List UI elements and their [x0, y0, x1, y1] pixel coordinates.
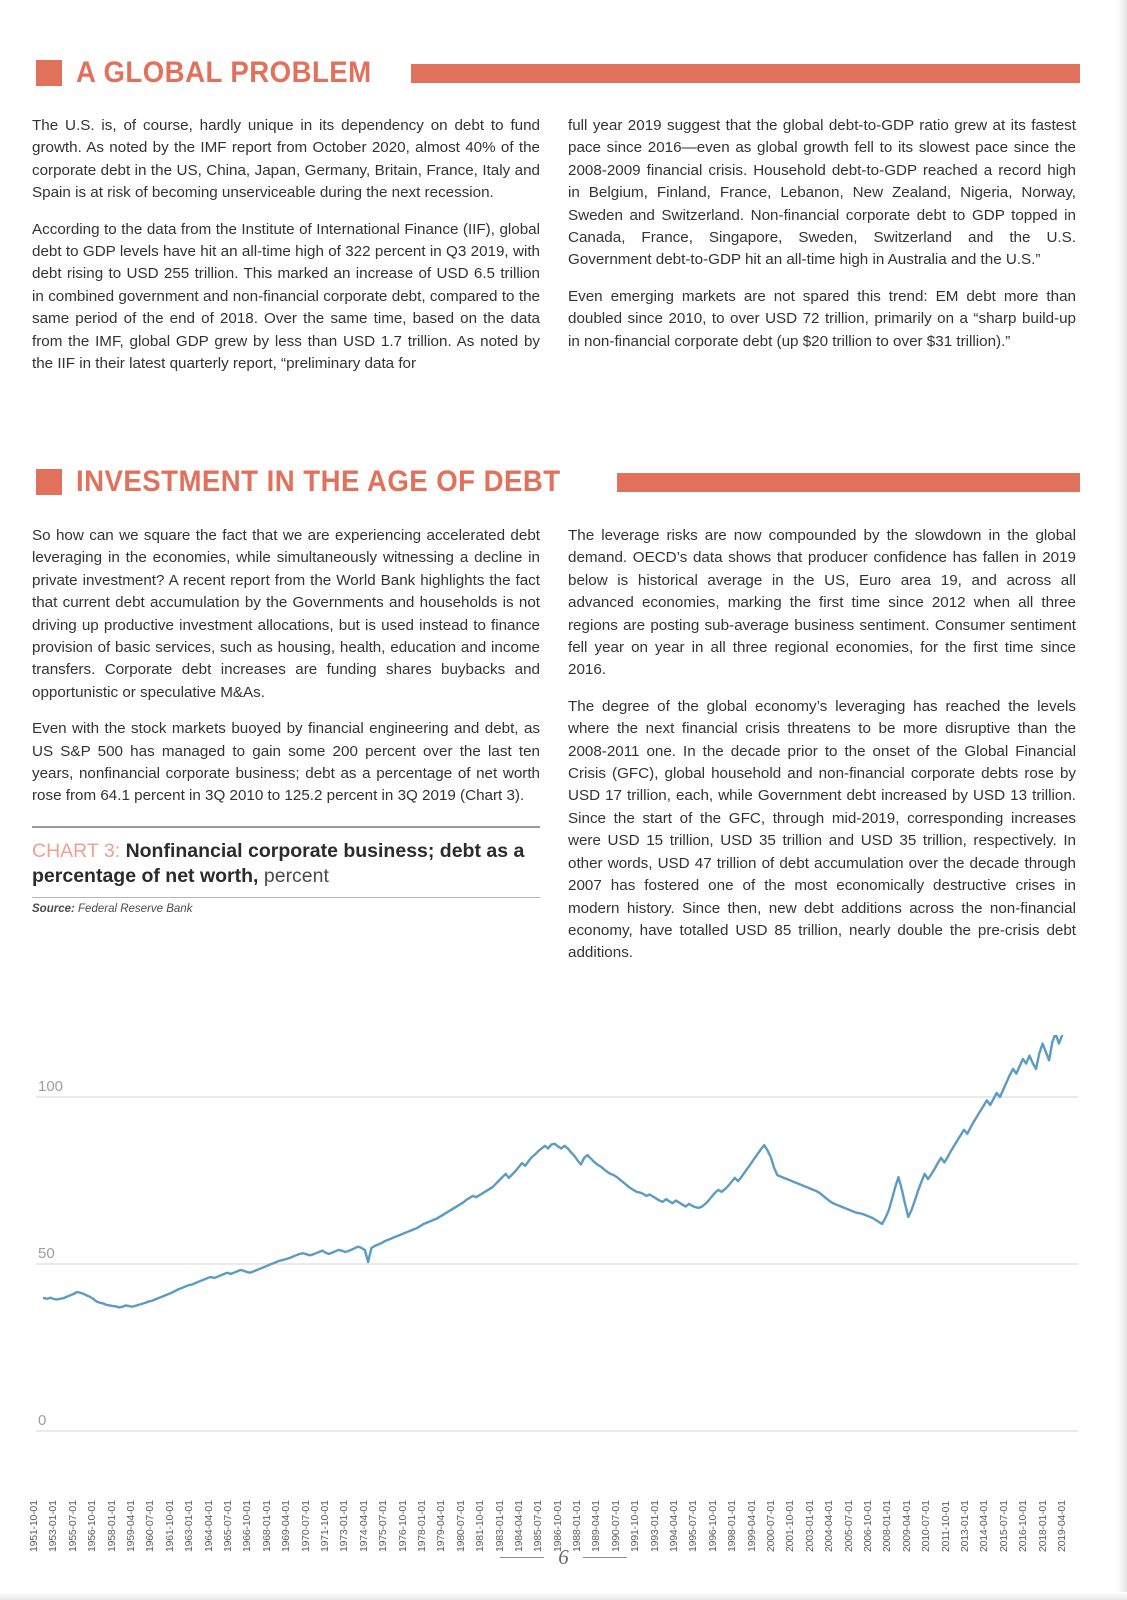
x-axis-tick-label: 1964-04-01: [202, 1500, 215, 1552]
paragraph: The leverage risks are now compounded by the slowdown in the global demand. OECD’s data shows that producer confidence has fallen in 2019 below is historical average in the US, Euro area 19, and across all advanced economies, marking the first time since 2012 when all three regions are posting sub-average business sentiment. Consumer sentiment fell year on year in all three regional economies, for the first time since 2016.: [568, 527, 1076, 679]
x-axis-tick-label: 1969-04-01: [280, 1500, 293, 1552]
paragraph: The U.S. is, of course, hardly unique in its dependency on debt to fund growth. As noted by the IMF report from October 2020, almost 40% of the corporate debt in the US, China, Japan, Germany, Britain, France, Italy and Spain is at risk of becoming unserviceable during the next recession.: [32, 117, 540, 202]
paragraph: Even emerging markets are not spared this trend: EM debt more than doubled since 2010, to over USD 72 trillion, primarily on a “sharp build-up in non-financial corporate debt (up $20 trillion to over $31 trillion).”: [568, 287, 1076, 350]
chart-title-label: Nonfinancial corporate business; debt as a percentage of net worth,: [32, 839, 525, 887]
x-axis-tick-label: 1968-01-01: [260, 1500, 273, 1552]
heading-rule: [411, 64, 1080, 83]
footer-dash-right: [583, 1557, 627, 1559]
x-axis-tick-label: 2003-01-01: [803, 1500, 816, 1552]
x-axis-tick-label: 1979-04-01: [435, 1500, 448, 1552]
x-axis-tick-label: 1973-01-01: [338, 1500, 351, 1552]
x-axis-tick-label: 1953-01-01: [47, 1500, 60, 1552]
x-axis-tick-label: 1999-04-01: [745, 1500, 758, 1552]
x-axis-tick-label: 1985-07-01: [532, 1500, 545, 1552]
x-axis-tick-label: 1995-07-01: [687, 1500, 700, 1552]
section-2-left-column: [32, 525, 540, 965]
chart-caption-block: [32, 826, 540, 915]
chart-x-axis-labels: [22, 1452, 1080, 1552]
x-axis-tick-label: 1980-07-01: [454, 1500, 467, 1552]
page-edge-shadow-right: [1117, 0, 1127, 1600]
x-axis-tick-label: 1960-07-01: [144, 1500, 157, 1552]
x-axis-tick-label: 1989-04-01: [590, 1500, 603, 1552]
y-axis-tick-label: 50: [38, 1245, 55, 1262]
x-axis-tick-label: 2005-07-01: [842, 1500, 855, 1552]
paragraph: So how can we square the fact that we are experiencing accelerated debt leveraging in the economies, while simultaneously witnessing a decline in private investment? A recent report from the World Bank highlights the fact that current debt accumulation by the Governments and households is not driving up productive investment allocations, but is used instead to finance provision of basic services, such as housing, health, education and income transfers. Corporate debt increases are funding shares buybacks and opportunistic or speculative M&As.: [32, 527, 540, 701]
y-axis-tick-label: 0: [38, 1412, 47, 1429]
paragraph: According to the data from the Institute of International Finance (IIF), global debt to GDP levels have hit an all-time high of 322 percent in Q3 2019, with debt rising to USD 255 trillion. This marked an increase of USD 6.5 trillion in combined government and non-financial corporate debt, compared to the same period of the end of 2018. Over the same time, based on the data from the IMF, global GDP grew by less than USD 1.7 trillion. As noted by the IIF in their latest quarterly report, “preliminary data for: [32, 220, 540, 373]
x-axis-tick-label: 1996-10-01: [706, 1500, 719, 1552]
x-axis-tick-label: 2009-04-01: [900, 1500, 913, 1552]
paragraph: The degree of the global economy’s leveraging has reached the levels where the next financial crisis threatens to be more disruptive than the 2008-2011 one. In the decade prior to the onset of the Global Financial Crisis (GFC), global household and non-financial corporate debts rose by USD 17 trillion, each, while Government debt increased by USD 13 trillion. Since the start of the GFC, through mid-2019, corresponding increases were USD 15 trillion, USD 35 trillion and USD 35 trillion, respectively. In other words, USD 47 trillion of debt accumulation over the decade through 2007 has fostered one of the most economically destructive crises in modern history. Since then, new debt additions across the non-financial economy, have totalled USD 85 trillion, nearly double the pre-crisis debt additions.: [568, 697, 1076, 962]
chart-3-plot: [22, 1035, 1080, 1447]
heading-rule: [617, 473, 1080, 492]
x-axis-tick-label: 1965-07-01: [221, 1500, 234, 1552]
x-axis-tick-label: 2011-10-01: [939, 1501, 952, 1552]
section-2-columns: [32, 525, 1076, 965]
x-axis-tick-label: 1961-10-01: [163, 1500, 176, 1552]
x-axis-tick-label: 1966-10-01: [241, 1500, 254, 1552]
heading-square-marker-icon: [36, 469, 62, 495]
x-axis-tick-label: 1956-10-01: [86, 1500, 99, 1552]
x-axis-tick-label: 1994-04-01: [668, 1500, 681, 1552]
x-axis-tick-label: 1981-10-01: [474, 1500, 487, 1552]
heading-square-marker-icon: [36, 60, 62, 86]
chart-caption: [32, 828, 540, 897]
x-axis-tick-label: 1958-01-01: [105, 1500, 118, 1552]
page-edge-shadow-bottom: [0, 1592, 1127, 1600]
chart-source-label: Source:: [32, 902, 75, 915]
x-axis-tick-label: 1951-10-01: [28, 1500, 40, 1552]
paragraph: Even with the stock markets buoyed by financial engineering and debt, as US S&P 500 has managed to gain some 200 percent over the last ten years, nonfinancial corporate business; debt as a percentage of net worth rose from 64.1 percent in 3Q 2010 to 125.2 percent in 3Q 2019 (Chart 3).: [32, 720, 540, 805]
chart-3-svg: [22, 1035, 1080, 1447]
x-axis-tick-label: 1988-01-01: [571, 1500, 584, 1552]
section-heading-text: A GLOBAL PROBLEM: [76, 56, 372, 89]
section-2-right-column: [568, 525, 1076, 965]
x-axis-tick-label: 1959-04-01: [124, 1500, 137, 1552]
x-axis-tick-label: 2013-01-01: [959, 1500, 972, 1552]
x-axis-tick-label: 1974-04-01: [357, 1500, 370, 1552]
x-axis-tick-label: 1998-01-01: [726, 1500, 739, 1552]
x-axis-tick-label: 2019-04-01: [1056, 1500, 1068, 1552]
x-axis-tick-label: 1975-07-01: [377, 1500, 390, 1552]
y-axis-tick-label: 100: [38, 1078, 64, 1095]
chart-data-line: [44, 1035, 1072, 1307]
page-footer: [0, 1545, 1127, 1570]
chart-source-value: Federal Reserve Bank: [78, 902, 193, 915]
x-axis-tick-label: 2001-10-01: [784, 1500, 797, 1552]
x-axis-tick-label: 1991-10-01: [629, 1500, 642, 1552]
paragraph: full year 2019 suggest that the global debt-to-GDP ratio grew at its fastest pace since 2016—even as global growth fell to its slowest pace since the 2008-2009 financial crisis. Household debt-to-GDP reached a record high in Belgium, Finland, France, Lebanon, New Zealand, Nigeria, Norway, Sweden and Switzerland. Non-financial corporate debt to GDP topped in Canada, France, Singapore, Sweden, Switzerland and the U.S. Government debt-to-GDP hit an all-time high in Australia and the U.S.”: [568, 117, 1076, 269]
x-axis-tick-label: 1976-10-01: [396, 1500, 409, 1552]
footer-dash-left: [500, 1557, 544, 1559]
section-heading-investment-age-of-debt: [36, 465, 1080, 499]
section-heading-text: INVESTMENT IN THE AGE OF DEBT: [76, 465, 561, 498]
x-axis-tick-label: 1963-01-01: [183, 1500, 196, 1552]
x-axis-tick-label: 2008-01-01: [881, 1500, 894, 1552]
x-axis-tick-label: 1993-01-01: [648, 1500, 661, 1552]
section-1-left-column: [32, 115, 540, 375]
x-axis-tick-label: 2015-07-01: [997, 1500, 1010, 1552]
section-1-columns: [32, 115, 1076, 375]
x-axis-tick-label: 1984-04-01: [512, 1500, 525, 1552]
chart-unit-label: percent: [263, 864, 329, 887]
x-axis-tick-label: 2018-01-01: [1036, 1500, 1049, 1552]
chart-source: [32, 898, 540, 915]
chart-number-label: CHART 3:: [32, 839, 121, 862]
x-axis-tick-label: 2010-07-01: [920, 1500, 933, 1552]
x-axis-tick-label: 2006-10-01: [862, 1500, 875, 1552]
x-axis-tick-label: 2000-07-01: [765, 1500, 778, 1552]
section-heading-global-problem: [36, 56, 1080, 90]
x-axis-tick-label: 1970-07-01: [299, 1500, 312, 1552]
x-axis-tick-label: 1971-10-01: [318, 1500, 331, 1552]
x-axis-tick-label: 1986-10-01: [551, 1500, 564, 1552]
x-axis-tick-label: 2014-04-01: [978, 1500, 991, 1552]
x-axis-tick-label: 1978-01-01: [415, 1500, 428, 1552]
x-axis-tick-label: 1983-01-01: [493, 1500, 506, 1552]
x-axis-tick-label: 1990-07-01: [609, 1500, 622, 1552]
x-axis-tick-label: 1955-07-01: [66, 1500, 79, 1552]
section-1-right-column: [568, 115, 1076, 375]
x-axis-tick-label: 2016-10-01: [1017, 1500, 1030, 1552]
chart-y-axis-labels: [38, 1078, 63, 1429]
page-number: 6: [558, 1545, 569, 1569]
x-axis-tick-label: 2004-04-01: [823, 1500, 836, 1552]
